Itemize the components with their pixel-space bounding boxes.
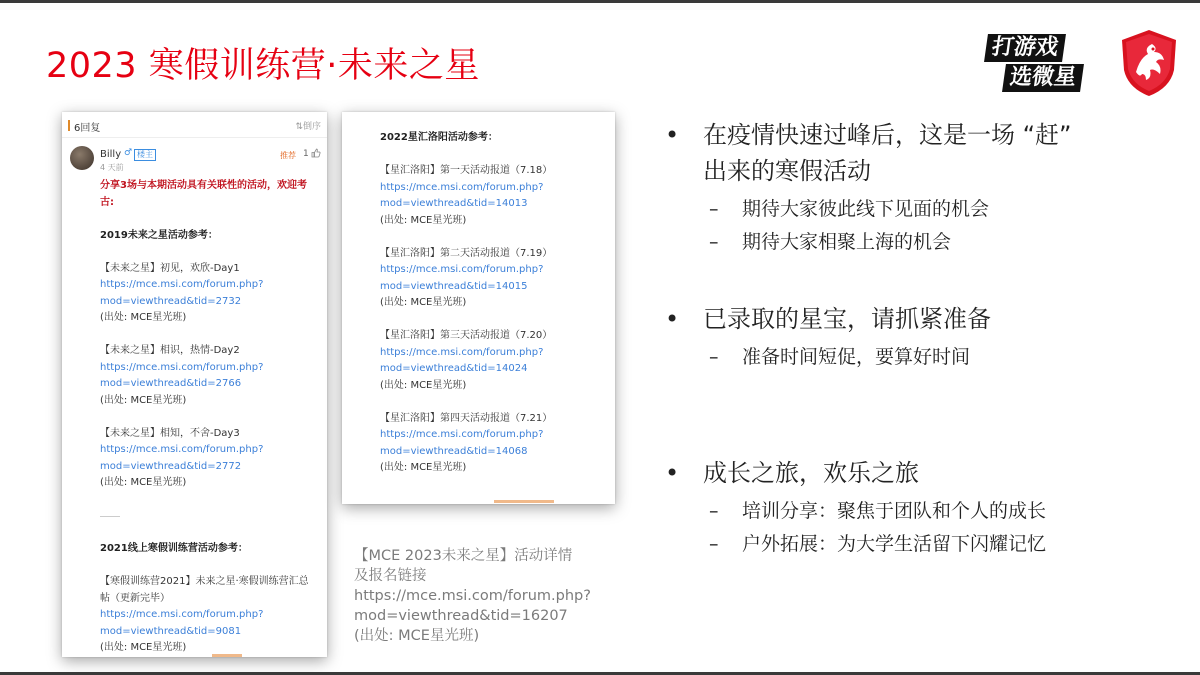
gender-icon: ♂ (124, 148, 133, 158)
post-line: (出处: MCE星光班) (100, 642, 187, 653)
recommend-label: 推荐 (280, 151, 296, 160)
post-line: 【未来之星】初见，欢欣-Day1 (100, 262, 240, 274)
post-line: (出处: MCE星光班) (100, 477, 187, 488)
caption-line: 及报名链接 (354, 568, 427, 584)
caption-link[interactable]: https://mce.msi.com/forum.php? (354, 588, 591, 604)
post-link[interactable]: mod=viewthread&tid=2766 (100, 378, 242, 389)
post-line (100, 211, 309, 228)
post-line (380, 394, 552, 411)
post-line (380, 312, 552, 329)
post-link[interactable]: https://mce.msi.com/forum.php? (100, 609, 264, 620)
post-line (380, 229, 552, 246)
post-line (380, 147, 552, 164)
sub-bullet-dash: – (709, 198, 719, 220)
post-line: 2022星汇洛阳活动参考： (380, 132, 498, 143)
bullet-1-line1: 在疫情快速过峰后，这是一场 “赶” (703, 121, 1072, 149)
thumbs-up-icon[interactable] (311, 148, 321, 158)
reverse-order-toggle[interactable]: ⇅倒序 (295, 122, 321, 132)
post-link[interactable]: mod=viewthread&tid=14013 (380, 198, 528, 209)
sub-bullet-dash: – (709, 231, 719, 253)
post-line: 【星汇洛阳】第二天活动报道（7.19） (380, 247, 553, 259)
post-line (100, 525, 309, 542)
bullet-dot: • (665, 121, 680, 149)
post-body (380, 130, 552, 477)
post-link[interactable]: mod=viewthread&tid=14015 (380, 280, 528, 292)
post-link[interactable]: mod=viewthread&tid=2772 (100, 460, 242, 472)
sub-bullet-text: 期待大家相聚上海的机会 (742, 231, 952, 253)
orange-marker (212, 654, 242, 657)
post-divider (100, 516, 120, 517)
forum-screenshot-left (62, 112, 327, 657)
post-link[interactable]: mod=viewthread&tid=9081 (100, 625, 242, 637)
op-badge: 楼主 (134, 149, 156, 161)
post-link[interactable]: https://mce.msi.com/forum.php? (380, 181, 544, 193)
caption-link[interactable]: mod=viewthread&tid=16207 (354, 608, 568, 624)
post-line: (出处: MCE星光班) (380, 462, 467, 473)
post-line: (出处: MCE星光班) (100, 312, 187, 323)
post-line (100, 409, 309, 426)
post-line: 帖（更新完毕） (100, 592, 170, 604)
bullet-1-line2: 出来的寒假活动 (703, 157, 871, 185)
post-line (100, 244, 309, 261)
post-line: 【未来之星】相知，不舍-Day3 (100, 427, 240, 439)
post-link[interactable]: mod=viewthread&tid=2732 (100, 295, 242, 307)
reply-count: 6回复 (74, 123, 101, 134)
post-line: 2021线上寒假训练营活动参考： (100, 543, 248, 554)
post-line (100, 492, 309, 509)
post-line: 【星汇洛阳】第一天活动报道（7.18） (380, 165, 553, 176)
post-line: 【星汇洛阳】第四天活动报道（7.21） (380, 412, 553, 424)
brand-slogan-logo (982, 32, 1094, 94)
post-line (100, 558, 309, 575)
sub-bullet-text: 准备时间短促，要算好时间 (742, 346, 971, 368)
like-count: 1 (303, 149, 309, 159)
post-link[interactable]: https://mce.msi.com/forum.php? (100, 361, 264, 373)
bullet-3-text: 成长之旅，欢乐之旅 (703, 459, 919, 487)
post-link[interactable]: https://mce.msi.com/forum.php? (100, 279, 264, 290)
post-time: 4 天前 (100, 163, 124, 172)
slide-title: 2023 寒假训练营·未来之星 (46, 46, 480, 86)
post-link[interactable]: mod=viewthread&tid=14024 (380, 363, 528, 374)
forum-screenshot-right (342, 112, 615, 504)
sub-bullet-text: 培训分享：聚焦于团队和个人的成长 (742, 500, 1047, 522)
bullet-2-text: 已录取的星宝，请抓紧准备 (703, 305, 991, 333)
sub-bullet-text: 期待大家彼此线下见面的机会 (742, 198, 990, 220)
forum-header (62, 112, 327, 138)
post-link[interactable]: mod=viewthread&tid=14068 (380, 445, 528, 457)
bullet-dot: • (665, 459, 680, 487)
avatar[interactable] (70, 146, 94, 170)
orange-marker (494, 500, 554, 503)
event-link-caption (354, 546, 591, 646)
post-line: 2019未来之星活动参考： (100, 229, 218, 241)
brand-slogan-line2: 选微星 (1002, 64, 1084, 92)
caption-line: (出处: MCE星光班) (354, 628, 480, 644)
post-link[interactable]: https://mce.msi.com/forum.php? (380, 429, 544, 440)
post-link[interactable]: https://mce.msi.com/forum.php? (380, 264, 544, 275)
post-line: (出处: MCE星光班) (380, 379, 467, 391)
post-line: 古: (100, 196, 114, 208)
sub-bullet-text: 户外拓展：为大学生活留下闪耀记忆 (742, 533, 1047, 555)
caption-line: 【MCE 2023未来之星】活动详情 (354, 548, 573, 564)
post-link[interactable]: https://mce.msi.com/forum.php? (100, 444, 264, 455)
sub-bullet-dash: – (709, 500, 719, 522)
post-body (100, 178, 309, 657)
post-line (100, 508, 309, 525)
post-line: (出处: MCE星光班) (380, 214, 467, 226)
post-link[interactable]: https://mce.msi.com/forum.php? (380, 346, 544, 358)
bullet-dot: • (665, 305, 680, 333)
post-line (100, 327, 309, 344)
msi-dragon-shield-icon (1118, 28, 1180, 98)
post-line: 【未来之星】相识，热情-Day2 (100, 345, 240, 356)
post-line: 分享3场与本期活动具有关联性的活动，欢迎考 (100, 180, 307, 191)
sub-bullet-dash: – (709, 533, 719, 555)
sub-bullet-dash: – (709, 346, 719, 368)
top-border (0, 0, 1200, 3)
post-line: 【寒假训练营2021】未来之星·寒假训练营汇总 (100, 576, 309, 587)
username[interactable]: Billy (100, 149, 122, 160)
post-line: (出处: MCE星光班) (100, 394, 187, 406)
brand-slogan-line1: 打游戏 (984, 34, 1066, 62)
header-accent-bar (68, 120, 70, 131)
post-line: (出处: MCE星光班) (380, 297, 467, 308)
post-line: 【星汇洛阳】第三天活动报道（7.20） (380, 330, 553, 341)
